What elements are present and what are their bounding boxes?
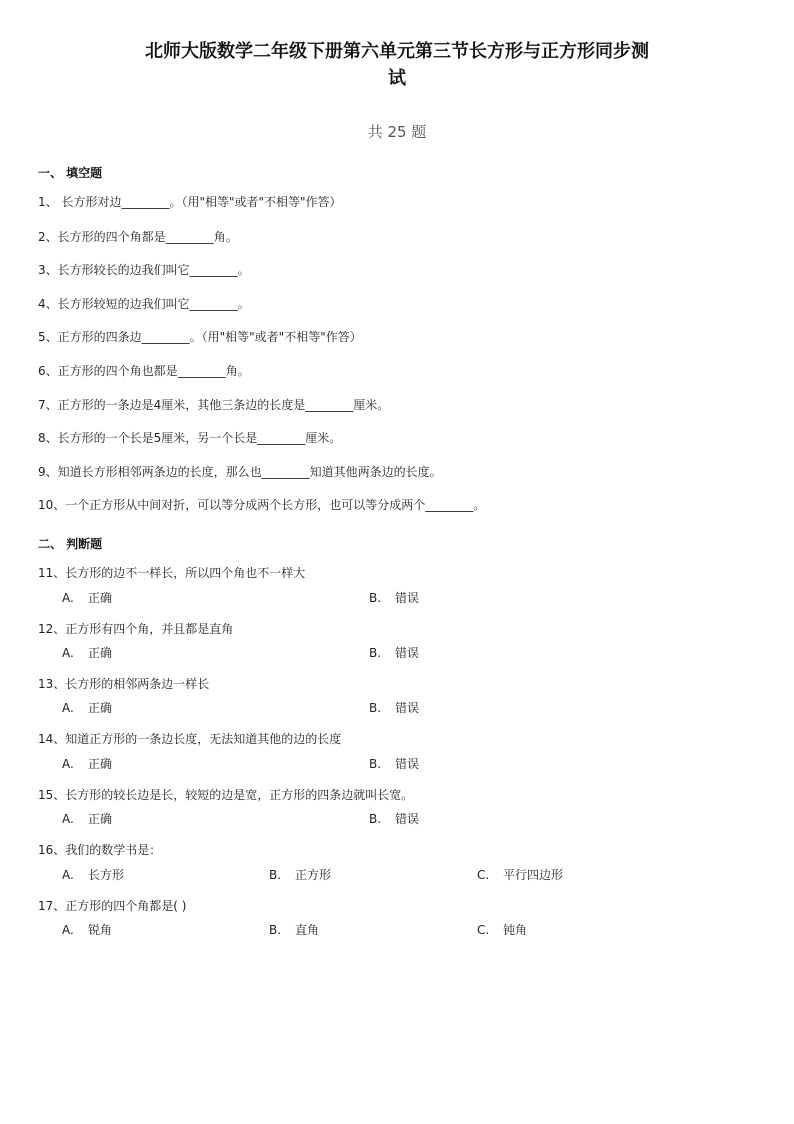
option-16-a[interactable]: A. 长方形 <box>62 868 125 882</box>
section-heading-judge: 二、 判断题 <box>38 537 103 551</box>
option-14-a[interactable]: A. 正确 <box>62 757 113 771</box>
question-4: 4、长方形较短的边我们叫它________。 <box>38 297 250 311</box>
option-12-a[interactable]: A. 正确 <box>62 646 113 660</box>
question-12: 12、正方形有四个角，并且都是直角 <box>38 622 234 636</box>
option-13-a[interactable]: A. 正确 <box>62 701 113 715</box>
question-11: 11、长方形的边不一样长，所以四个角也不一样大 <box>38 566 306 580</box>
option-17-c[interactable]: C. 钝角 <box>477 923 528 937</box>
option-15-a[interactable]: A. 正确 <box>62 812 113 826</box>
option-11-a[interactable]: A. 正确 <box>62 591 113 605</box>
option-15-b[interactable]: B. 错误 <box>369 812 420 826</box>
question-13: 13、长方形的相邻两条边一样长 <box>38 677 210 691</box>
option-12-b[interactable]: B. 错误 <box>369 646 420 660</box>
page-title <box>100 38 694 92</box>
question-10: 10、一个正方形从中间对折，可以等分成两个长方形，也可以等分成两个________。 <box>38 498 486 512</box>
question-16: 16、我们的数学书是： <box>38 843 162 857</box>
question-3: 3、长方形较长的边我们叫它________。 <box>38 263 250 277</box>
option-17-a[interactable]: A. 锐角 <box>62 923 113 937</box>
title-line-2: 试 <box>388 68 406 89</box>
option-16-b[interactable]: B. 正方形 <box>269 868 332 882</box>
question-8: 8、长方形的一个长是5厘米，另一个长是________厘米。 <box>38 431 342 445</box>
question-15: 15、长方形的较长边是长，较短的边是宽，正方形的四条边就叫长宽。 <box>38 788 414 802</box>
question-6: 6、正方形的四个角也都是________角。 <box>38 364 250 378</box>
question-9: 9、知道长方形相邻两条边的长度，那么也________知道其他两条边的长度。 <box>38 465 442 479</box>
option-16-c[interactable]: C. 平行四边形 <box>477 868 564 882</box>
option-13-b[interactable]: B. 错误 <box>369 701 420 715</box>
title-line-1: 北师大版数学二年级下册第六单元第三节长方形与正方形同步测 <box>145 41 649 62</box>
option-17-b[interactable]: B. 直角 <box>269 923 320 937</box>
question-14: 14、知道正方形的一条边长度，无法知道其他的边的长度 <box>38 732 342 746</box>
option-11-b[interactable]: B. 错误 <box>369 591 420 605</box>
option-14-b[interactable]: B. 错误 <box>369 757 420 771</box>
question-1: 1、 长方形对边________。（用"相等"或者"不相等"作答） <box>38 195 342 209</box>
question-7: 7、正方形的一条边是4厘米，其他三条边的长度是________厘米。 <box>38 398 390 412</box>
question-count: 共 25 题 <box>367 123 427 141</box>
question-17: 17、正方形的四个角都是( ) <box>38 899 187 913</box>
section-heading-fill: 一、 填空题 <box>38 166 103 180</box>
question-5: 5、正方形的四条边________。（用"相等"或者"不相等"作答） <box>38 330 362 344</box>
question-2: 2、长方形的四个角都是________角。 <box>38 230 238 244</box>
